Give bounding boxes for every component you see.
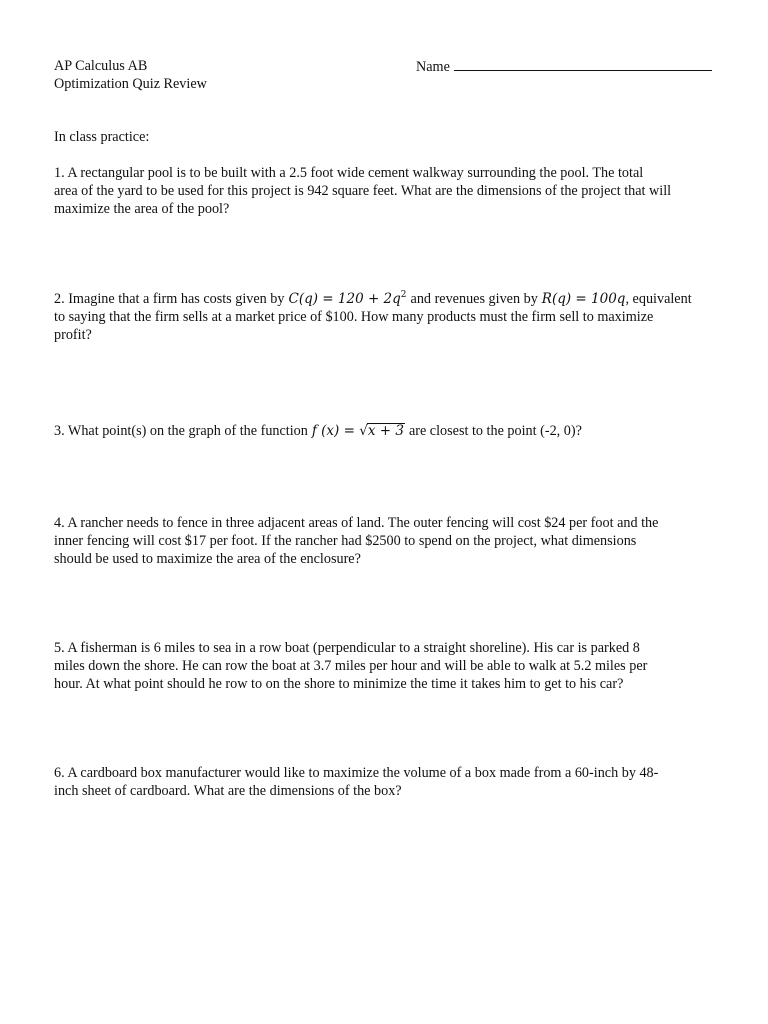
question-line: hour. At what point should he row to on the shore to minimize the time it takes him to get to his car? — [54, 676, 624, 692]
question-line — [54, 290, 722, 308]
course-title: AP Calculus AB — [54, 58, 148, 74]
question-line: 4. A rancher needs to fence in three adjacent areas of land. The outer fencing will cost $24 per foot and the — [54, 515, 659, 531]
section-heading: In class practice: — [54, 129, 150, 145]
question-text: 3. What point(s) on the graph of the function — [54, 423, 308, 439]
function-lhs: f (x) = — [311, 423, 355, 439]
radical-sign: √ — [359, 423, 368, 439]
question-line — [54, 422, 722, 440]
question-text: are closest to the point (-2, 0)? — [408, 423, 582, 439]
question-text: and revenues given by — [410, 291, 538, 307]
name-label: Name — [416, 59, 450, 75]
question-line: area of the yard to be used for this project is 942 square feet. What are the dimensions of the project that will — [54, 183, 672, 199]
worksheet-title: Optimization Quiz Review — [54, 76, 207, 92]
question-3 — [54, 422, 722, 440]
question-text: , equivalent — [625, 291, 692, 307]
question-line: 6. A cardboard box manufacturer would like to maximize the volume of a box made from a 60-inch by 48- — [54, 765, 659, 781]
cost-exponent: 2 — [400, 290, 407, 300]
question-1 — [54, 164, 722, 218]
question-line: profit? — [54, 327, 92, 343]
function-expression — [308, 423, 409, 439]
cost-function — [285, 291, 411, 307]
question-6 — [54, 764, 722, 800]
question-line: should be used to maximize the area of the enclosure? — [54, 551, 361, 567]
name-blank-line — [454, 57, 712, 71]
header-left — [54, 57, 207, 93]
question-5 — [54, 639, 722, 693]
radicand: x + 3 — [367, 423, 404, 439]
question-line: miles down the shore. He can row the boat at 3.7 miles per hour and will be able to walk at 5.2 miles per — [54, 658, 648, 674]
question-2 — [54, 290, 722, 344]
question-4 — [54, 514, 722, 568]
cost-function-text: C(q) = 120 + 2q — [288, 291, 401, 307]
revenue-function: R(q) = 100q — [541, 291, 626, 307]
question-line: 1. A rectangular pool is to be built with a 2.5 foot wide cement walkway surrounding the pool. The total — [54, 165, 644, 181]
question-line: inner fencing will cost $17 per foot. If the rancher had $2500 to spend on the project, what dimensions — [54, 533, 637, 549]
question-text: 2. Imagine that a firm has costs given by — [54, 291, 285, 307]
question-line: maximize the area of the pool? — [54, 201, 230, 217]
question-line: 5. A fisherman is 6 miles to sea in a row boat (perpendicular to a straight shoreline). His car is parked 8 — [54, 640, 640, 656]
question-line: inch sheet of cardboard. What are the dimensions of the box? — [54, 783, 402, 799]
name-field — [416, 57, 712, 76]
question-line: to saying that the firm sells at a market price of $100. How many products must the firm sell to maximize — [54, 309, 654, 325]
